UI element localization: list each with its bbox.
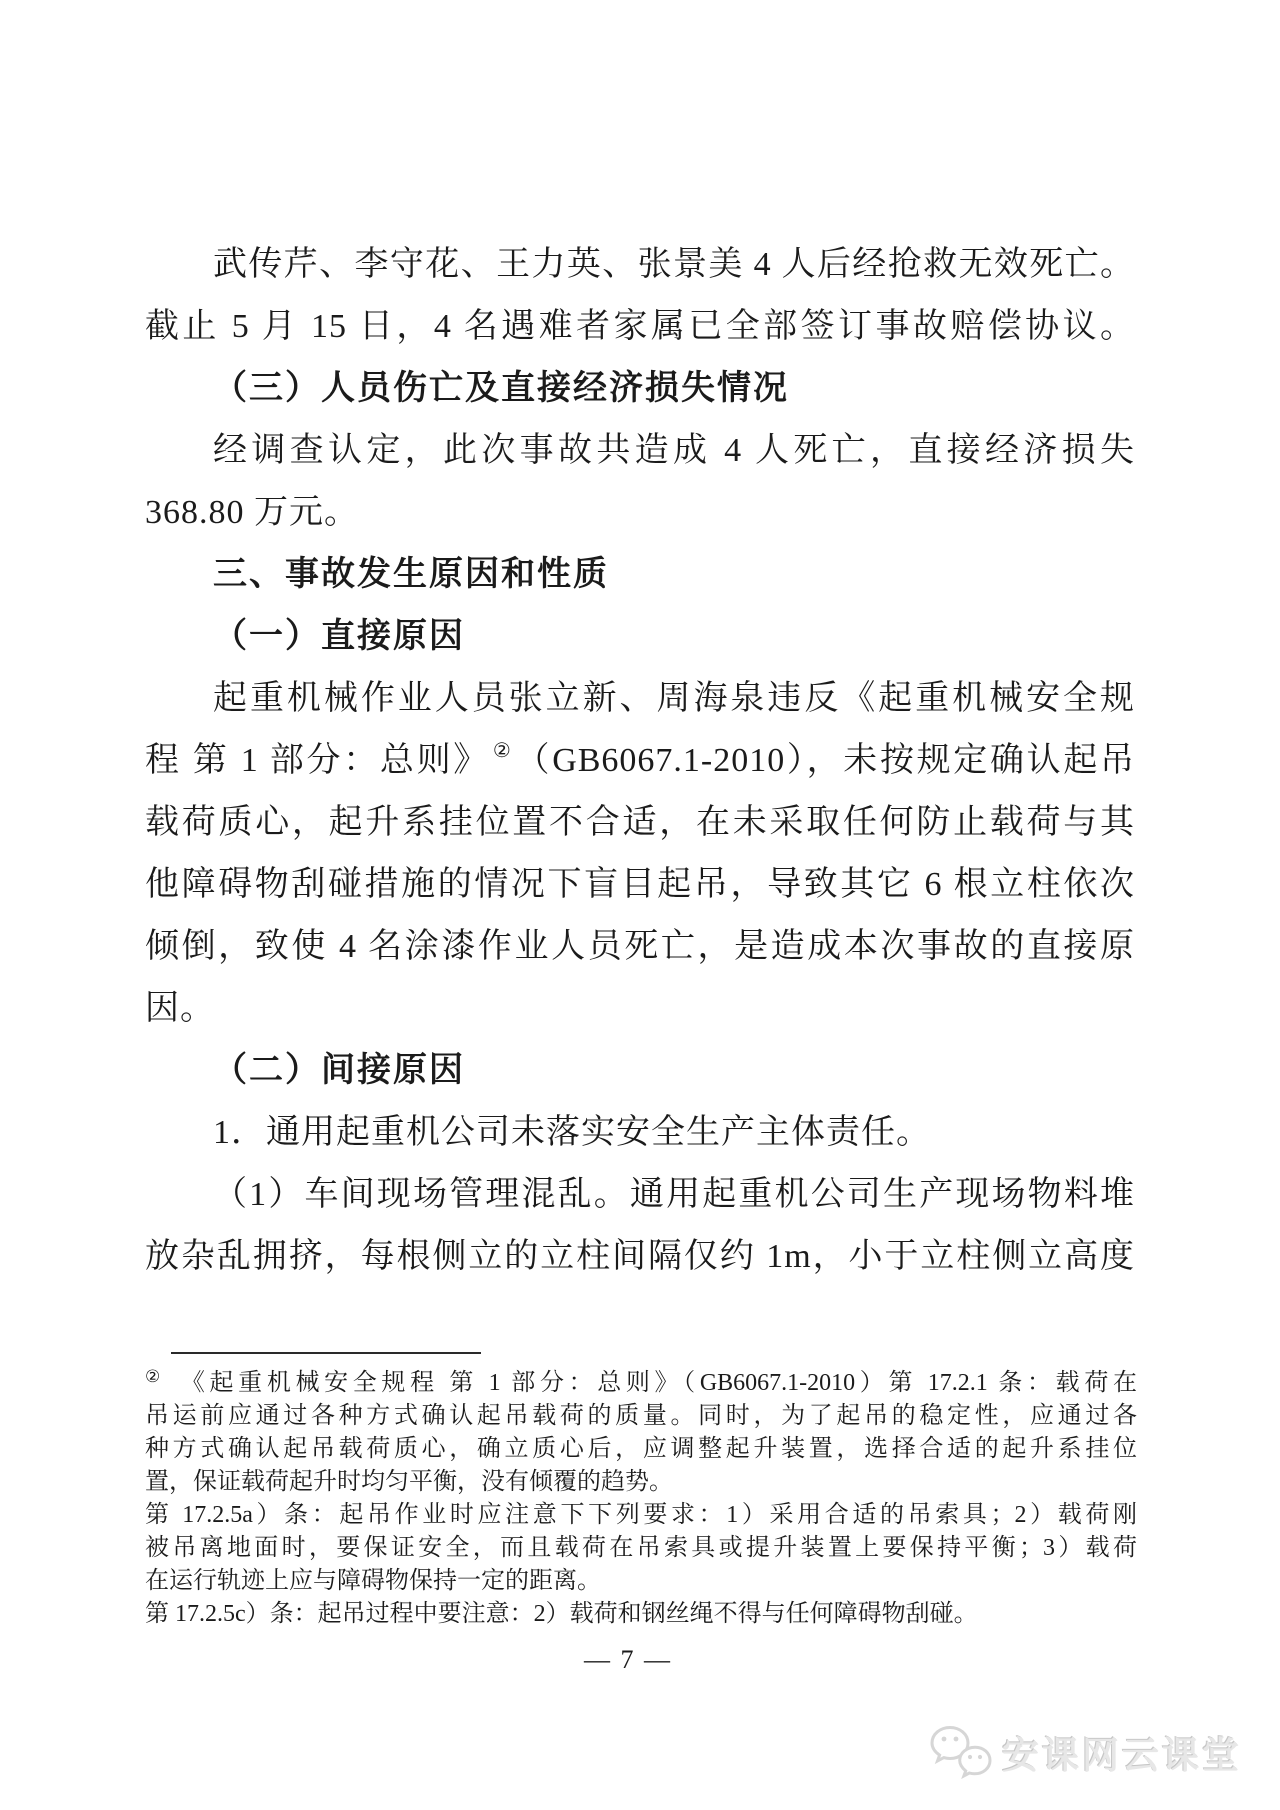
section-heading-direct-cause: （一）直接原因 xyxy=(213,618,465,655)
footnote-marker: ② xyxy=(145,1367,165,1386)
report-body xyxy=(145,234,1135,1288)
body-line: 放杂乱拥挤，每根侧立的立柱间隔仅约 1m，小于立柱侧立高度 xyxy=(145,1238,1135,1275)
footnote-line: 被吊离地面时，要保证安全，而且载荷在吊索具或提升装置上要保持平衡；3）载荷 xyxy=(145,1535,1137,1561)
body-line: 经调查认定，此次事故共造成 4 人死亡，直接经济损失 xyxy=(213,432,1135,469)
section-heading-casualties: （三）人员伤亡及直接经济损失情况 xyxy=(213,370,789,407)
footnote-reference-mark: ② xyxy=(492,740,513,762)
footnote-line: 第 17.2.5a）条：起吊作业时应注意下下列要求：1）采用合适的吊索具；2）载荷刚 xyxy=(145,1502,1137,1528)
body-line: 载荷质心，起升系挂位置不合适，在未采取任何防止载荷与其 xyxy=(145,804,1135,841)
footnote-line: 置，保证载荷起升时均匀平衡，没有倾覆的趋势。 xyxy=(145,1469,673,1495)
footnote-line: 种方式确认起吊载荷质心，确立质心后，应调整起升装置，选择合适的起升系挂位 xyxy=(145,1436,1137,1462)
chat-bubbles-icon xyxy=(928,1722,994,1782)
section-heading-indirect-cause: （二）间接原因 xyxy=(213,1052,465,1089)
watermark-label: 安课网云课堂 xyxy=(1002,1735,1242,1776)
section-heading-causes: 三、事故发生原因和性质 xyxy=(213,556,609,593)
footnote-line: 在运行轨迹上应与障碍物保持一定的距离。 xyxy=(145,1568,601,1594)
body-line: 起重机械作业人员张立新、周海泉违反《起重机械安全规 xyxy=(213,680,1135,717)
body-line: 截止 5 月 15 日，4 名遇难者家属已全部签订事故赔偿协议。 xyxy=(145,308,1135,345)
body-line: 武传芹、李守花、王力英、张景美 4 人后经抢救无效死亡。 xyxy=(213,246,1135,283)
body-line-text: 程 第 1 部分：总则》 xyxy=(145,742,490,779)
body-line: 368.80 万元。 xyxy=(145,494,359,531)
body-line xyxy=(145,730,1135,792)
body-line: 他障碍物刮碰措施的情况下盲目起吊，导致其它 6 根立柱依次 xyxy=(145,866,1135,903)
footnote-separator xyxy=(171,1352,481,1354)
footnotes xyxy=(145,1352,1137,1631)
body-line: 1．通用起重机公司未落实安全生产主体责任。 xyxy=(213,1114,931,1151)
body-line: （1）车间现场管理混乱。通用起重机公司生产现场物料堆 xyxy=(213,1176,1135,1213)
page-number: — 7 — xyxy=(584,1645,672,1674)
body-line: 倾倒，致使 4 名涂漆作业人员死亡，是造成本次事故的直接原 xyxy=(145,928,1135,965)
footnote-line xyxy=(145,1367,1137,1400)
body-line-text: （GB6067.1-2010），未按规定确认起吊 xyxy=(515,742,1135,779)
watermark xyxy=(928,1722,1242,1782)
footnote-line: 吊运前应通过各种方式确认起吊载荷的质量。同时，为了起吊的稳定性，应通过各 xyxy=(145,1403,1137,1429)
body-line: 因。 xyxy=(145,990,215,1027)
footnote-line: 第 17.2.5c）条：起吊过程中要注意：2）载荷和钢丝绳不得与任何障碍物刮碰。 xyxy=(145,1601,978,1627)
footnote-text: 《起重机械安全规程 第 1 部分：总则》（GB6067.1-2010）第 17.2.1 条：载荷在 xyxy=(180,1370,1137,1396)
